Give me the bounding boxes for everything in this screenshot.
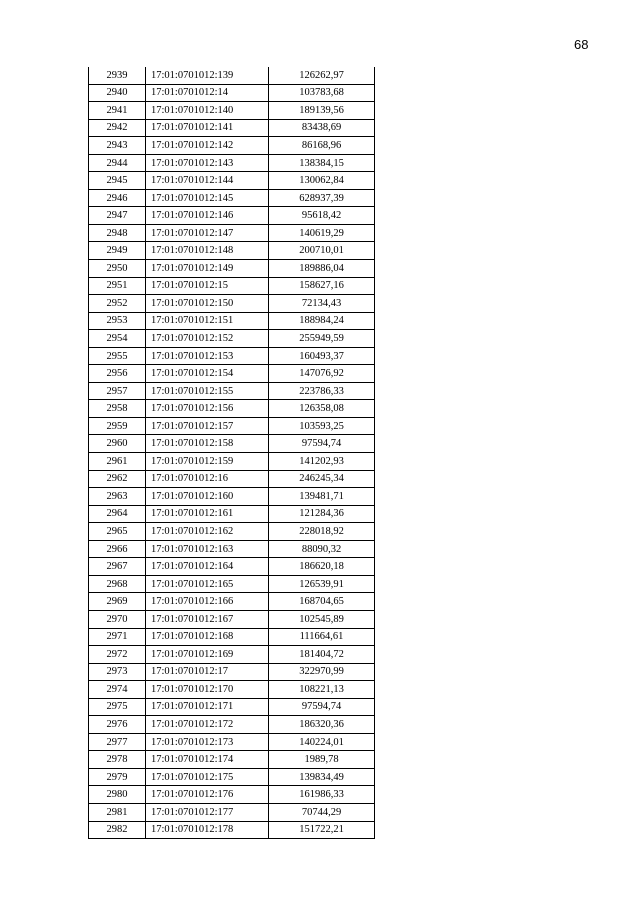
table-row — [89, 137, 375, 155]
row-number-cell: 2948 — [89, 224, 146, 242]
value-cell: 126262,97 — [269, 67, 375, 84]
cadastral-number-cell: 17:01:0701012:148 — [146, 242, 269, 260]
row-number-cell: 2946 — [89, 189, 146, 207]
value-cell: 188984,24 — [269, 312, 375, 330]
table-row — [89, 628, 375, 646]
cadastral-number-cell: 17:01:0701012:144 — [146, 172, 269, 190]
table-row — [89, 207, 375, 225]
table-row — [89, 330, 375, 348]
cadastral-number-cell: 17:01:0701012:169 — [146, 646, 269, 664]
cadastral-number-cell: 17:01:0701012:163 — [146, 540, 269, 558]
cadastral-number-cell: 17:01:0701012:168 — [146, 628, 269, 646]
row-number-cell: 2979 — [89, 768, 146, 786]
cadastral-number-cell: 17:01:0701012:161 — [146, 505, 269, 523]
row-number-cell: 2975 — [89, 698, 146, 716]
value-cell: 102545,89 — [269, 610, 375, 628]
row-number-cell: 2967 — [89, 558, 146, 576]
cadastral-number-cell: 17:01:0701012:152 — [146, 330, 269, 348]
value-cell: 151722,21 — [269, 821, 375, 839]
table-row — [89, 435, 375, 453]
value-cell: 108221,13 — [269, 681, 375, 699]
cadastral-number-cell: 17:01:0701012:162 — [146, 523, 269, 541]
cadastral-number-cell: 17:01:0701012:166 — [146, 593, 269, 611]
cadastral-number-cell: 17:01:0701012:173 — [146, 733, 269, 751]
value-cell: 140224,01 — [269, 733, 375, 751]
row-number-cell: 2976 — [89, 716, 146, 734]
table-row — [89, 803, 375, 821]
value-cell: 186320,36 — [269, 716, 375, 734]
cadastral-number-cell: 17:01:0701012:175 — [146, 768, 269, 786]
value-cell: 97594,74 — [269, 698, 375, 716]
value-cell: 322970,99 — [269, 663, 375, 681]
cadastral-number-cell: 17:01:0701012:154 — [146, 365, 269, 383]
table-row — [89, 470, 375, 488]
value-cell: 161986,33 — [269, 786, 375, 804]
table-row — [89, 751, 375, 769]
cadastral-number-cell: 17:01:0701012:147 — [146, 224, 269, 242]
table-body — [89, 67, 375, 839]
value-cell: 83438,69 — [269, 119, 375, 137]
row-number-cell: 2942 — [89, 119, 146, 137]
value-cell: 86168,96 — [269, 137, 375, 155]
row-number-cell: 2974 — [89, 681, 146, 699]
cadastral-number-cell: 17:01:0701012:177 — [146, 803, 269, 821]
table-row — [89, 821, 375, 839]
value-cell: 223786,33 — [269, 382, 375, 400]
table-row — [89, 67, 375, 84]
value-cell: 255949,59 — [269, 330, 375, 348]
cadastral-number-cell: 17:01:0701012:151 — [146, 312, 269, 330]
row-number-cell: 2968 — [89, 575, 146, 593]
table-row — [89, 681, 375, 699]
row-number-cell: 2964 — [89, 505, 146, 523]
row-number-cell: 2954 — [89, 330, 146, 348]
cadastre-table — [88, 67, 375, 839]
row-number-cell: 2977 — [89, 733, 146, 751]
row-number-cell: 2950 — [89, 260, 146, 278]
value-cell: 628937,39 — [269, 189, 375, 207]
value-cell: 140619,29 — [269, 224, 375, 242]
table-row — [89, 488, 375, 506]
cadastral-number-cell: 17:01:0701012:176 — [146, 786, 269, 804]
value-cell: 97594,74 — [269, 435, 375, 453]
row-number-cell: 2966 — [89, 540, 146, 558]
value-cell: 139481,71 — [269, 488, 375, 506]
table-row — [89, 768, 375, 786]
table-row — [89, 400, 375, 418]
value-cell: 246245,34 — [269, 470, 375, 488]
cadastral-number-cell: 17:01:0701012:146 — [146, 207, 269, 225]
table-row — [89, 382, 375, 400]
row-number-cell: 2971 — [89, 628, 146, 646]
cadastral-number-cell: 17:01:0701012:165 — [146, 575, 269, 593]
table-row — [89, 102, 375, 120]
row-number-cell: 2945 — [89, 172, 146, 190]
cadastral-number-cell: 17:01:0701012:141 — [146, 119, 269, 137]
cadastral-number-cell: 17:01:0701012:160 — [146, 488, 269, 506]
table-row — [89, 365, 375, 383]
table-row — [89, 540, 375, 558]
table-row — [89, 646, 375, 664]
table-row — [89, 417, 375, 435]
table-row — [89, 312, 375, 330]
row-number-cell: 2953 — [89, 312, 146, 330]
table-row — [89, 154, 375, 172]
row-number-cell: 2969 — [89, 593, 146, 611]
cadastral-number-cell: 17:01:0701012:178 — [146, 821, 269, 839]
row-number-cell: 2965 — [89, 523, 146, 541]
row-number-cell: 2981 — [89, 803, 146, 821]
cadastral-number-cell: 17:01:0701012:139 — [146, 67, 269, 84]
cadastral-number-cell: 17:01:0701012:150 — [146, 295, 269, 313]
cadastral-number-cell: 17:01:0701012:157 — [146, 417, 269, 435]
cadastral-number-cell: 17:01:0701012:172 — [146, 716, 269, 734]
row-number-cell: 2958 — [89, 400, 146, 418]
cadastral-number-cell: 17:01:0701012:155 — [146, 382, 269, 400]
value-cell: 121284,36 — [269, 505, 375, 523]
cadastral-number-cell: 17:01:0701012:145 — [146, 189, 269, 207]
value-cell: 95618,42 — [269, 207, 375, 225]
row-number-cell: 2960 — [89, 435, 146, 453]
value-cell: 1989,78 — [269, 751, 375, 769]
cadastral-number-cell: 17:01:0701012:153 — [146, 347, 269, 365]
row-number-cell: 2952 — [89, 295, 146, 313]
row-number-cell: 2941 — [89, 102, 146, 120]
row-number-cell: 2982 — [89, 821, 146, 839]
table-row — [89, 295, 375, 313]
value-cell: 130062,84 — [269, 172, 375, 190]
value-cell: 88090,32 — [269, 540, 375, 558]
table-row — [89, 716, 375, 734]
value-cell: 181404,72 — [269, 646, 375, 664]
cadastral-number-cell: 17:01:0701012:142 — [146, 137, 269, 155]
cadastral-number-cell: 17:01:0701012:17 — [146, 663, 269, 681]
row-number-cell: 2943 — [89, 137, 146, 155]
cadastral-number-cell: 17:01:0701012:149 — [146, 260, 269, 278]
cadastral-number-cell: 17:01:0701012:143 — [146, 154, 269, 172]
row-number-cell: 2978 — [89, 751, 146, 769]
value-cell: 126539,91 — [269, 575, 375, 593]
table-row — [89, 224, 375, 242]
cadastral-number-cell: 17:01:0701012:170 — [146, 681, 269, 699]
cadastral-number-cell: 17:01:0701012:174 — [146, 751, 269, 769]
table-row — [89, 277, 375, 295]
table-row — [89, 558, 375, 576]
value-cell: 158627,16 — [269, 277, 375, 295]
cadastral-number-cell: 17:01:0701012:158 — [146, 435, 269, 453]
row-number-cell: 2957 — [89, 382, 146, 400]
table-row — [89, 347, 375, 365]
value-cell: 189139,56 — [269, 102, 375, 120]
table-row — [89, 505, 375, 523]
row-number-cell: 2940 — [89, 84, 146, 102]
table-row — [89, 610, 375, 628]
row-number-cell: 2949 — [89, 242, 146, 260]
value-cell: 189886,04 — [269, 260, 375, 278]
table-row — [89, 453, 375, 471]
value-cell: 147076,92 — [269, 365, 375, 383]
value-cell: 186620,18 — [269, 558, 375, 576]
cadastral-number-cell: 17:01:0701012:167 — [146, 610, 269, 628]
value-cell: 72134,43 — [269, 295, 375, 313]
row-number-cell: 2980 — [89, 786, 146, 804]
value-cell: 126358,08 — [269, 400, 375, 418]
cadastral-number-cell: 17:01:0701012:159 — [146, 453, 269, 471]
value-cell: 111664,61 — [269, 628, 375, 646]
row-number-cell: 2972 — [89, 646, 146, 664]
cadastral-number-cell: 17:01:0701012:156 — [146, 400, 269, 418]
value-cell: 103593,25 — [269, 417, 375, 435]
table-row — [89, 593, 375, 611]
table-row — [89, 575, 375, 593]
row-number-cell: 2962 — [89, 470, 146, 488]
table-row — [89, 242, 375, 260]
value-cell: 228018,92 — [269, 523, 375, 541]
table-row — [89, 119, 375, 137]
row-number-cell: 2970 — [89, 610, 146, 628]
row-number-cell: 2944 — [89, 154, 146, 172]
cadastral-number-cell: 17:01:0701012:15 — [146, 277, 269, 295]
cadastral-number-cell: 17:01:0701012:16 — [146, 470, 269, 488]
row-number-cell: 2947 — [89, 207, 146, 225]
cadastral-number-cell: 17:01:0701012:140 — [146, 102, 269, 120]
table-row — [89, 786, 375, 804]
row-number-cell: 2963 — [89, 488, 146, 506]
value-cell: 168704,65 — [269, 593, 375, 611]
value-cell: 103783,68 — [269, 84, 375, 102]
table-row — [89, 663, 375, 681]
row-number-cell: 2959 — [89, 417, 146, 435]
row-number-cell: 2961 — [89, 453, 146, 471]
page-number: 68 — [574, 37, 589, 52]
row-number-cell: 2951 — [89, 277, 146, 295]
row-number-cell: 2955 — [89, 347, 146, 365]
value-cell: 70744,29 — [269, 803, 375, 821]
row-number-cell: 2973 — [89, 663, 146, 681]
cadastral-number-cell: 17:01:0701012:14 — [146, 84, 269, 102]
cadastral-number-cell: 17:01:0701012:164 — [146, 558, 269, 576]
value-cell: 200710,01 — [269, 242, 375, 260]
table-row — [89, 733, 375, 751]
value-cell: 139834,49 — [269, 768, 375, 786]
row-number-cell: 2939 — [89, 67, 146, 84]
value-cell: 141202,93 — [269, 453, 375, 471]
row-number-cell: 2956 — [89, 365, 146, 383]
table-row — [89, 172, 375, 190]
table-row — [89, 260, 375, 278]
table-row — [89, 523, 375, 541]
table-row — [89, 189, 375, 207]
value-cell: 138384,15 — [269, 154, 375, 172]
table-row — [89, 84, 375, 102]
value-cell: 160493,37 — [269, 347, 375, 365]
cadastral-number-cell: 17:01:0701012:171 — [146, 698, 269, 716]
table-row — [89, 698, 375, 716]
